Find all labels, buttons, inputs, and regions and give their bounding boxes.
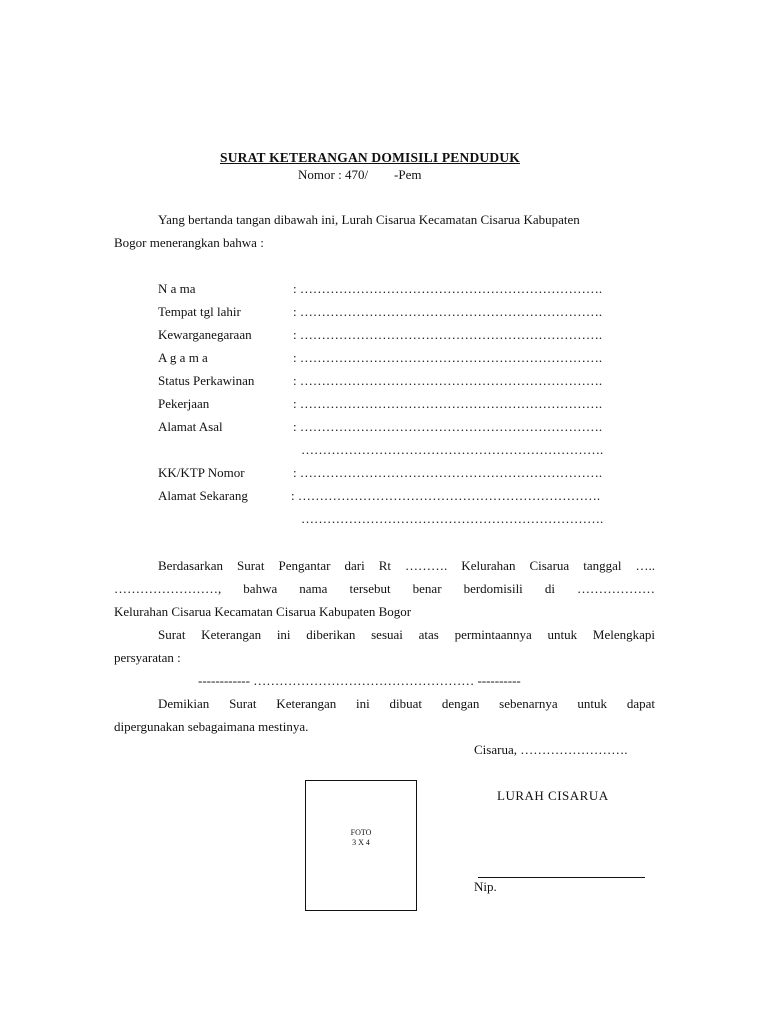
field-value-kewarganegaraan: : …………………………………………………………….	[293, 327, 603, 342]
photo-box	[305, 780, 417, 911]
para1-line-3: Kelurahan Cisarua Kecamatan Cisarua Kabupaten Bogor	[114, 604, 412, 619]
field-label-kk-ktp-nomor: KK/KTP Nomor	[158, 465, 245, 480]
intro-line-2: Bogor menerangkan bahwa :	[114, 235, 264, 250]
field-value-status-perkawinan: : …………………………………………………………….	[293, 373, 603, 388]
document-title: SURAT KETERANGAN DOMISILI PENDUDUK	[220, 150, 520, 165]
field-value-alamat-sekarang-cont: …………………………………………………………….	[301, 511, 604, 526]
field-value-pekerjaan: : …………………………………………………………….	[293, 396, 603, 411]
para1-line-1: Berdasarkan Surat Pengantar dari Rt ………. Kelurahan Cisarua tanggal …..	[158, 558, 655, 573]
nip-label: Nip.	[474, 879, 497, 894]
field-value-alamat-asal-cont: …………………………………………………………….	[301, 442, 604, 457]
photo-label	[306, 828, 416, 848]
field-value-alamat-sekarang: : …………………………………………………………….	[291, 488, 601, 503]
document-number: Nomor : 470/ -Pem	[298, 167, 422, 182]
para1-line-2: ……………………, bahwa nama tersebut benar berdomisili di ………………	[114, 581, 655, 596]
photo-label-line-1: FOTO	[350, 828, 372, 837]
field-label-nama: N a ma	[158, 281, 196, 296]
field-label-tempat-tgl-lahir: Tempat tgl lahir	[158, 304, 241, 319]
photo-label-line-2: 3 X 4	[352, 838, 370, 847]
field-value-agama: : …………………………………………………………….	[293, 350, 603, 365]
requirement-line: ------------ …………………………………………… ----------	[198, 673, 521, 688]
place-date: Cisarua, …………………….	[474, 742, 628, 757]
official-title: LURAH CISARUA	[497, 788, 609, 803]
field-label-pekerjaan: Pekerjaan	[158, 396, 210, 411]
intro-line-1: Yang bertanda tangan dibawah ini, Lurah Cisarua Kecamatan Cisarua Kabupaten	[158, 212, 580, 227]
field-label-alamat-asal: Alamat Asal	[158, 419, 223, 434]
field-value-nama: : …………………………………………………………….	[293, 281, 603, 296]
field-label-kewarganegaraan: Kewarganegaraan	[158, 327, 252, 342]
para3-line-1: Demikian Surat Keterangan ini dibuat dengan sebenarnya untuk dapat	[158, 696, 655, 711]
signature-line	[478, 877, 645, 878]
field-label-agama: A g a m a	[158, 350, 208, 365]
field-value-tempat-tgl-lahir: : …………………………………………………………….	[293, 304, 603, 319]
para2-line-2: persyaratan :	[114, 650, 181, 665]
field-label-alamat-sekarang: Alamat Sekarang	[158, 488, 248, 503]
field-label-status-perkawinan: Status Perkawinan	[158, 373, 255, 388]
field-value-kk-ktp-nomor: : …………………………………………………………….	[293, 465, 603, 480]
field-value-alamat-asal: : …………………………………………………………….	[293, 419, 603, 434]
para3-line-2: dipergunakan sebagaimana mestinya.	[114, 719, 309, 734]
para2-line-1: Surat Keterangan ini diberikan sesuai atas permintaannya untuk Melengkapi	[158, 627, 655, 642]
